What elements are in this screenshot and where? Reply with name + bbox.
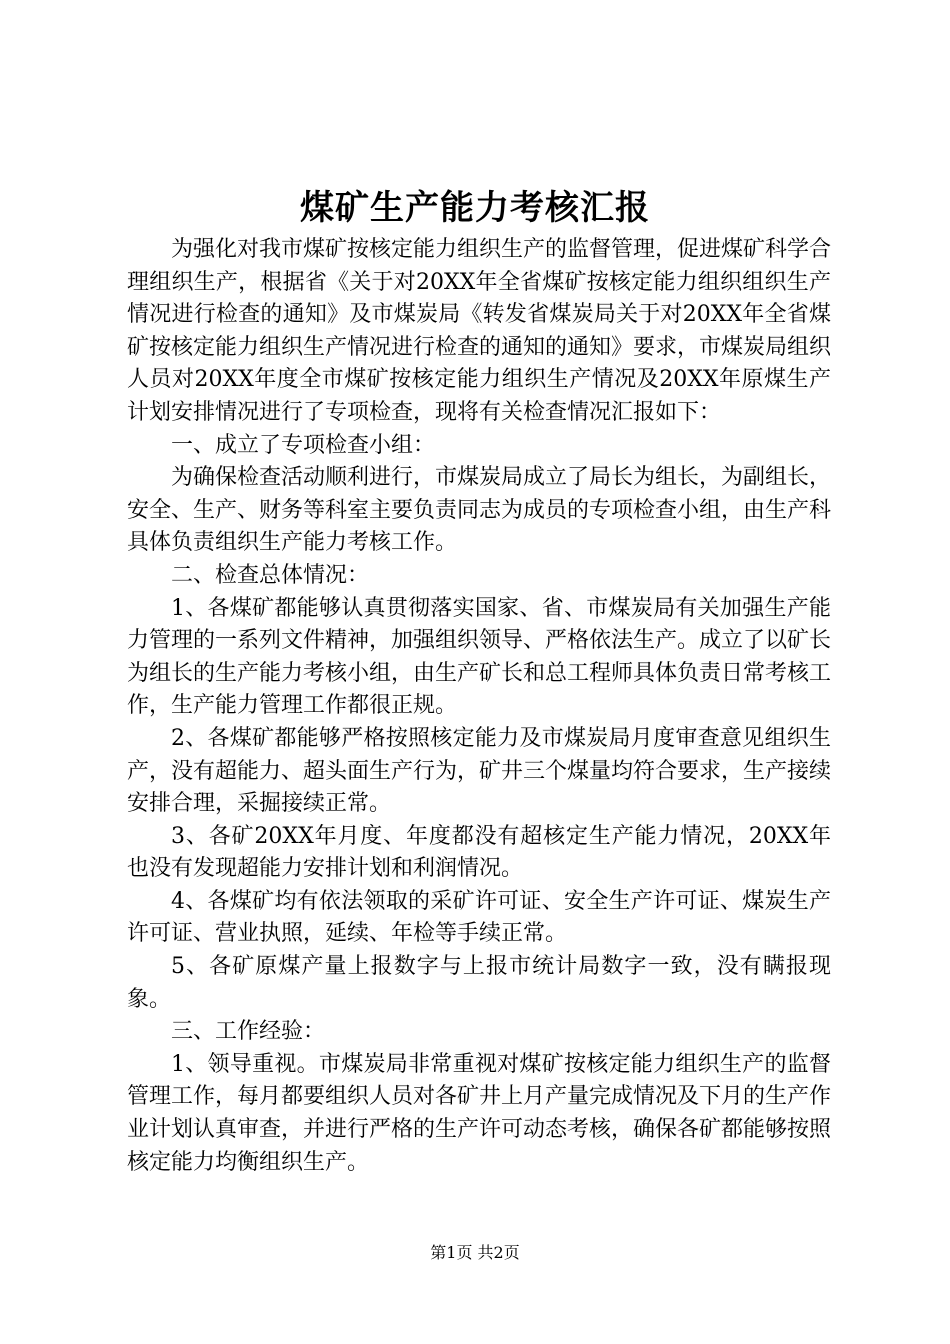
paragraph-item-1: 1、各煤矿都能够认真贯彻落实国家、省、市煤炭局有关加强生产能力管理的一系列文件精神，加强组织领导、严格依法生产。成立了以矿长为组长的生产能力考核小组，由生产矿长和总工程师具体负责日常考核工作，生产能力管理工作都很正规。 xyxy=(127,595,832,719)
paragraph-item-5: 5、各矿原煤产量上报数字与上报市统计局数字一致，没有瞒报现象。 xyxy=(127,954,831,1012)
paragraph-experience-1: 1、领导重视。市煤炭局非常重视对煤矿按核定能力组织生产的监督管理工作，每月都要组织人员对各矿井上月产量完成情况及下月的生产作业计划认真审查，并进行严格的生产许可动态考核，确保各矿都能够按照核定能力均衡组织生产。 xyxy=(127,1051,832,1175)
section-heading-3: 三、工作经验： xyxy=(171,1019,326,1045)
section-heading-1: 一、成立了专项检查小组： xyxy=(171,432,436,458)
paragraph-item-4: 4、各煤矿均有依法领取的采矿许可证、安全生产许可证、煤炭生产许可证、营业执照，延续、年检等手续正常。 xyxy=(127,888,831,947)
document-body xyxy=(127,234,831,1179)
paragraph-team: 为确保检查活动顺利进行，市煤炭局成立了局长为组长，为副组长，安全、生产、财务等科室主要负责同志为成员的专项检查小组，由生产科具体负责组织生产能力考核工作。 xyxy=(127,465,832,556)
paragraph-item-2: 2、各煤矿都能够严格按照核定能力及市煤炭局月度审查意见组织生产，没有超能力、超头面生产行为，矿井三个煤量均符合要求，生产接续安排合理，采掘接续正常。 xyxy=(127,725,832,817)
document-title: 煤矿生产能力考核汇报 xyxy=(300,188,650,228)
page-number-footer: 第1页 共2页 xyxy=(430,1243,520,1262)
paragraph-intro: 为强化对我市煤矿按核定能力组织生产的监督管理，促进煤矿科学合理组织生产，根据省《关于对20XX年全省煤矿按核定能力组织组织生产情况进行检查的通知》及市煤炭局《转发省煤炭局关于对20XX年全省煤矿按核定能力组织生产情况进行检查的通知的通知》要求，市煤炭局组织人员对20XX年度全市煤矿按核定能力组织生产情况及20XX年原煤生产计划安排情况进行了专项检查，现将有关检查情况汇报如下： xyxy=(127,237,832,425)
section-heading-2: 二、检查总体情况： xyxy=(171,562,370,588)
paragraph-item-3: 3、各矿20XX年月度、年度都没有超核定生产能力情况，20XX年也没有发现超能力安排计划和利润情况。 xyxy=(127,823,831,882)
